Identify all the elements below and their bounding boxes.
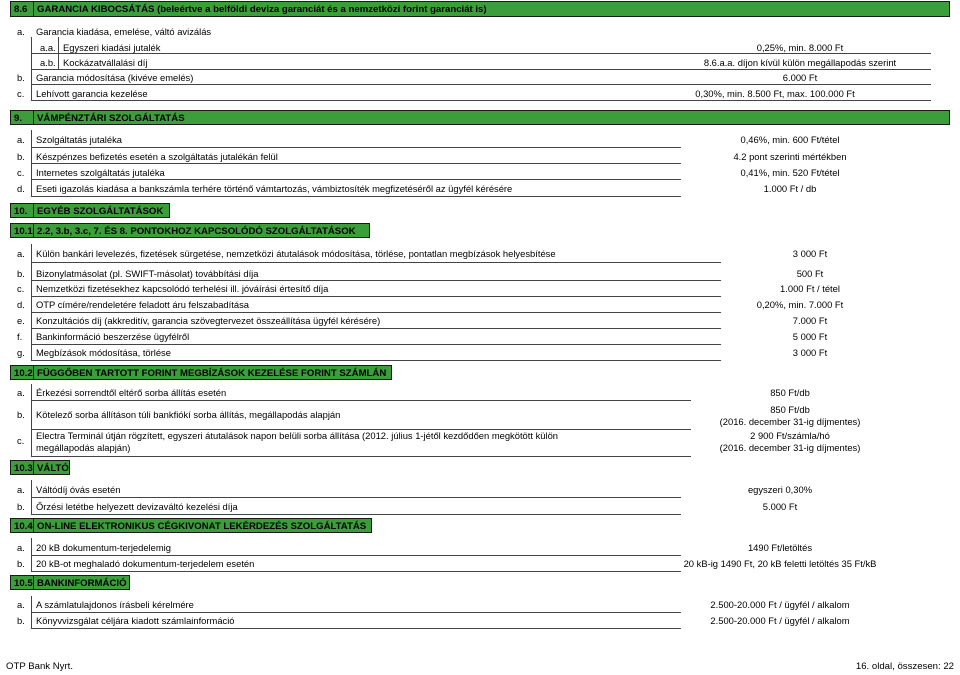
footer-company: OTP Bank Nyrt. [6, 661, 73, 672]
section-header-10-5 [10, 575, 130, 590]
section-header-10-4 [10, 518, 372, 533]
table-row [0, 558, 960, 570]
row-value: 0,41%, min. 520 Ft/tétel [740, 167, 840, 178]
row-value: 5.000 Ft [762, 501, 798, 512]
row-value: 850 Ft/db [770, 387, 810, 398]
table-row [0, 268, 960, 280]
row-text: Kötelező sorba állításon túli bankfiókí sorba állítás, megállapodás alapján [36, 409, 341, 420]
section-number: 10.2 [14, 368, 33, 379]
table-row [0, 331, 960, 343]
section-title: GARANCIA KIBOCSÁTÁS (beleértve a belföldi deviza garanciát és a nemzetközi forint garanciát is) [37, 4, 487, 15]
row-text: Eseti igazolás kiadása a bankszámla terhére történő vámtartozás, vámbiztosíték megfizetéséről az ügyfél kérésére [36, 183, 513, 194]
row-letter: b. [17, 151, 25, 162]
footer-page-number: 16. oldal, összesen: 22 [855, 661, 954, 672]
section-header-10 [10, 203, 170, 218]
row-letter: a.a. [40, 42, 56, 53]
row-letter: c. [17, 435, 25, 446]
row-value: 4.2 pont szerinti mértékben [733, 151, 847, 162]
row-value: 2.500-20.000 Ft / ügyfél / alkalom [710, 615, 850, 626]
section-header-10-2 [10, 365, 392, 380]
row-letter: g. [17, 347, 25, 358]
row-letter: a. [17, 387, 25, 398]
row-text: 20 kB dokumentum-terjedelemig [36, 542, 171, 553]
row-text: Internetes szolgáltatás jutaléka [36, 167, 165, 178]
row-value: 0,30%, min. 8.500 Ft, max. 100.000 Ft [695, 88, 855, 99]
row-value: 2.500-20.000 Ft / ügyfél / alkalom [710, 599, 850, 610]
table-row [0, 283, 960, 295]
section-header-8-6 [10, 1, 950, 17]
table-row [0, 26, 960, 38]
row-letter: b. [17, 72, 25, 83]
row-value: 3 000 Ft [792, 248, 828, 259]
section-number: 10. [14, 206, 28, 217]
row-text: Kockázatvállalási díj [63, 57, 148, 68]
section-number: 10.4 [14, 521, 33, 532]
table-row [0, 599, 960, 611]
row-letter: c. [17, 88, 25, 99]
row-value: 8.6.a.a. díjon kívül külön megállapodás szerint [703, 57, 897, 68]
row-value: 0,20%, min. 7.000 Ft [756, 299, 844, 310]
row-text: Bankinformáció beszerzése ügyfélről [36, 331, 190, 342]
row-letter: d. [17, 299, 25, 310]
row-letter: b. [17, 558, 25, 569]
row-text: Őrzési letétbe helyezett devizaváltó kezelési díja [36, 501, 238, 512]
row-letter: b. [17, 409, 25, 420]
section-number: 10.1 [14, 226, 33, 237]
row-text: Váltódíj óvás esetén [36, 484, 121, 495]
row-text: Készpénzes befizetés esetén a szolgáltatás jutalékán felül [36, 151, 278, 162]
row-letter: a. [17, 26, 25, 37]
row-text: Érkezési sorrendtől eltérő sorba állítás esetén [36, 387, 227, 398]
section-title: BANKINFORMÁCIÓ [37, 578, 127, 589]
row-text: Electra Terminál útján rögzített, egyszeri átutalások napon belüli sorba állítása (2012. július 1-jétől kezdődően megkötött külön [36, 430, 558, 441]
row-text: Bizonylatmásolat (pl. SWIFT-másolat) továbbítási díja [36, 268, 259, 279]
row-text: Garancia kiadása, emelése, váltó avizálás [36, 26, 212, 37]
section-number: 10.5 [14, 578, 33, 589]
row-text: Lehívott garancia kezelése [36, 88, 148, 99]
table-row [0, 72, 960, 84]
row-text: Könyvvizsgálat céljára kiadott számlainformáció [36, 615, 235, 626]
row-value-note: (2016. december 31-ig díjmentes) [719, 442, 861, 453]
row-text: OTP címére/rendeletére feladott áru felszabadítása [36, 299, 249, 310]
table-row [0, 615, 960, 627]
table-row [0, 88, 960, 100]
section-title: VÁMPÉNZTÁRI SZOLGÁLTATÁS [37, 113, 185, 124]
section-header-10-3 [10, 460, 70, 475]
table-row [0, 315, 960, 327]
row-text: Nemzetközi fizetésekhez kapcsolódó terhelési ill. jóváírási értesítő díja [36, 283, 329, 294]
row-value: 1490 Ft/letöltés [747, 542, 813, 553]
table-row [0, 404, 960, 428]
row-letter: a. [17, 484, 25, 495]
row-value: 0,25%, min. 8.000 Ft [756, 42, 844, 53]
row-value: 500 Ft [796, 268, 824, 279]
row-value: 20 kB-ig 1490 Ft, 20 kB feletti letöltés 35 Ft/kB [683, 558, 877, 569]
table-row [0, 151, 960, 163]
section-header-9 [10, 110, 950, 125]
row-value: 1.000 Ft / db [763, 183, 817, 194]
row-value: 7.000 Ft [792, 315, 828, 326]
row-text: Garancia módosítása (kivéve emelés) [36, 72, 194, 83]
row-value: 1.000 Ft / tétel [780, 283, 840, 294]
table-row [0, 501, 960, 513]
table-row [0, 484, 960, 496]
row-letter: d. [17, 183, 25, 194]
row-letter: c. [17, 167, 25, 178]
row-value: 5 000 Ft [792, 331, 828, 342]
row-letter: a. [17, 248, 25, 259]
row-letter: b. [17, 501, 25, 512]
row-value: 0,46%, min. 600 Ft/tétel [740, 134, 840, 145]
section-number: 9. [14, 113, 23, 124]
row-value: 850 Ft/db [770, 404, 810, 415]
section-title: 2.2, 3.b, 3.c, 7. ÉS 8. PONTOKHOZ KAPCSOLÓDÓ SZOLGÁLTATÁSOK [37, 226, 356, 237]
table-row [0, 183, 960, 195]
row-text-cont: megállapodás alapján) [36, 442, 131, 453]
row-value: 3 000 Ft [792, 347, 828, 358]
row-letter: c. [17, 283, 25, 294]
row-text: Megbízások módosítása, törlése [36, 347, 171, 358]
row-letter: a.b. [40, 57, 56, 68]
row-text: Egyszeri kiadási jutalék [63, 42, 161, 53]
section-title: VÁLTÓ [37, 463, 69, 474]
row-value: 2 900 Ft/számla/hó [750, 430, 830, 441]
row-value: egyszeri 0,30% [747, 484, 813, 495]
row-value-note: (2016. december 31-ig díjmentes) [719, 416, 861, 427]
row-letter: e. [17, 315, 25, 326]
section-header-10-1 [10, 223, 370, 238]
table-row [0, 167, 960, 179]
row-letter: a. [17, 542, 25, 553]
table-row [0, 57, 960, 69]
table-row [0, 430, 960, 454]
row-text: A számlatulajdonos írásbeli kérelmére [36, 599, 194, 610]
row-letter: a. [17, 134, 25, 145]
row-letter: b. [17, 268, 25, 279]
table-row [0, 542, 960, 554]
section-title: EGYÉB SZOLGÁLTATÁSOK [37, 206, 164, 217]
table-row [0, 387, 960, 399]
section-title: FÜGGŐBEN TARTOTT FORINT MEGBÍZÁSOK KEZELÉSE FORINT SZÁMLÁN [37, 368, 387, 379]
section-number: 8.6 [14, 4, 28, 15]
row-value: 6.000 Ft [782, 72, 818, 83]
row-letter: f. [17, 331, 23, 342]
row-text: Szolgáltatás jutaléka [36, 134, 122, 145]
row-letter: b. [17, 615, 25, 626]
row-letter: a. [17, 599, 25, 610]
row-text: Külön bankári levelezés, fizetések sürgetése, nemzetközi átutalások módosítása, törlése, pontatlan megbízások helyesbítése [36, 248, 556, 259]
table-row [0, 347, 960, 359]
table-row [0, 134, 960, 146]
row-text: 20 kB-ot meghaladó dokumentum-terjedelem esetén [36, 558, 255, 569]
section-title: ON-LINE ELEKTRONIKUS CÉGKIVONAT LEKÉRDEZÉS SZOLGÁLTATÁS [37, 521, 367, 532]
row-text: Konzultációs díj (akkreditív, garancia szövegtervezet összeállítása ügyfél kérésére) [36, 315, 381, 326]
table-row [0, 299, 960, 311]
table-row [0, 248, 960, 260]
section-number: 10.3 [14, 463, 33, 474]
